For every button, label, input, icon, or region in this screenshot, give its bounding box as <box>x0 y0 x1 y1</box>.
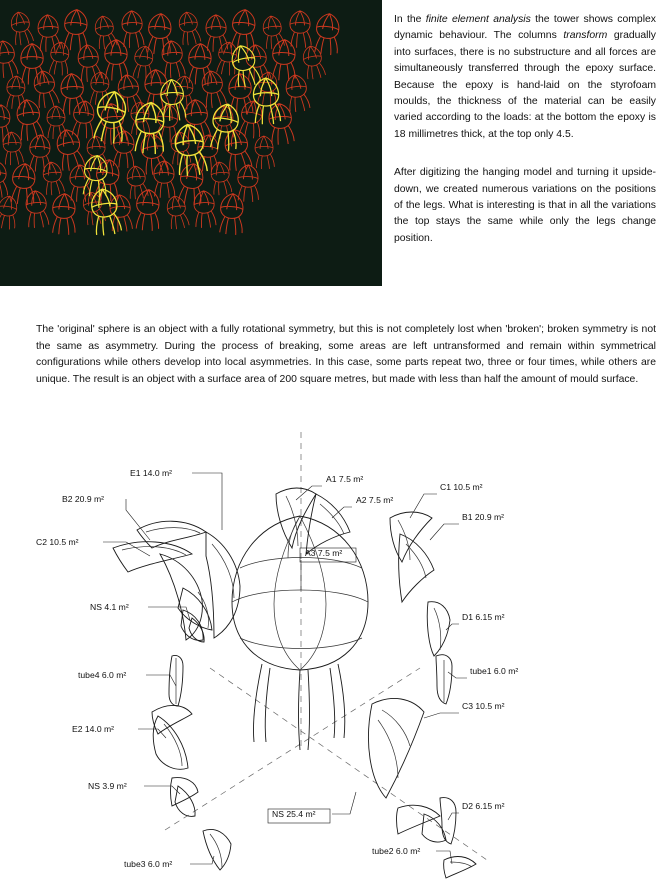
exploded-parts-diagram <box>0 420 668 889</box>
emphasised-term: finite element analysis <box>425 14 531 25</box>
right-text-column <box>394 12 656 247</box>
parts-layout-drawing <box>0 420 668 889</box>
part-label-tube4: tube4 6.0 m² <box>78 670 127 680</box>
part-label-e2: E2 14.0 m² <box>72 724 115 734</box>
part-label-e1: E1 14.0 m² <box>130 468 173 478</box>
left-parts-group <box>113 521 240 870</box>
tower-analysis-illustration <box>0 0 382 286</box>
emphasised-term: transform <box>563 30 608 42</box>
part-label-a2: A2 7.5 m² <box>356 495 394 505</box>
part-label-d1: D1 6.15 m² <box>462 612 505 622</box>
part-label-c2: C2 10.5 m² <box>36 537 79 547</box>
part-label-ns254: NS 25.4 m² <box>272 809 316 819</box>
part-label-b2: B2 20.9 m² <box>62 494 105 504</box>
part-label-a1: A1 7.5 m² <box>326 474 364 484</box>
paragraph-broken-symmetry: The 'original' sphere is an object with a fully rotational symmetry, but this is not completely lost when 'broken'; broken symmetry is not the same as asymmetry. During the process of breaking, some areas are left untransformed and remain within symmetrical configurations while others develop into local asymmetries. In this case, some parts repeat two, three or four times, while others are unique. The result is an object with a surface area of 200 square metres, but made with less than half the amount of mould surface. <box>36 324 656 385</box>
right-parts-group <box>276 488 476 878</box>
part-label-b1: B1 20.9 m² <box>462 512 505 522</box>
part-label-tube3: tube3 6.0 m² <box>124 859 173 869</box>
part-label-c3: C3 10.5 m² <box>462 701 505 711</box>
part-label-d2: D2 6.15 m² <box>462 801 505 811</box>
paragraph-hanging-model: After digitizing the hanging model and turning it upside-down, we created numerous variations on the positions of the legs. What is interesting is that in all the variations the top stays the same while only the legs change position. <box>394 167 656 244</box>
part-label-tube2: tube2 6.0 m² <box>372 846 421 856</box>
diagram-labels <box>36 468 518 869</box>
part-label-a3: A3 7.5 m² <box>305 548 343 558</box>
finite-element-analysis-image <box>0 0 382 286</box>
part-label-c1: C1 10.5 m² <box>440 482 483 492</box>
paragraph-finite-element: In the finite element analysis the tower shows complex dynamic behaviour. The columns transform gradually into surfaces, there is no substructure and all forces are simultaneously transferred through the epoxy surface. Because the epoxy is hand-laid on the styrofoam moulds, the thickness of the material can be easily varied according to the loads: at the bottom the epoxy is 18 millimetres thick, at the top only 4.5. <box>394 14 656 140</box>
part-label-ns39: NS 3.9 m² <box>88 781 127 791</box>
part-label-tube1: tube1 6.0 m² <box>470 666 519 676</box>
part-label-ns41: NS 4.1 m² <box>90 602 129 612</box>
symmetry-axes <box>165 432 487 860</box>
